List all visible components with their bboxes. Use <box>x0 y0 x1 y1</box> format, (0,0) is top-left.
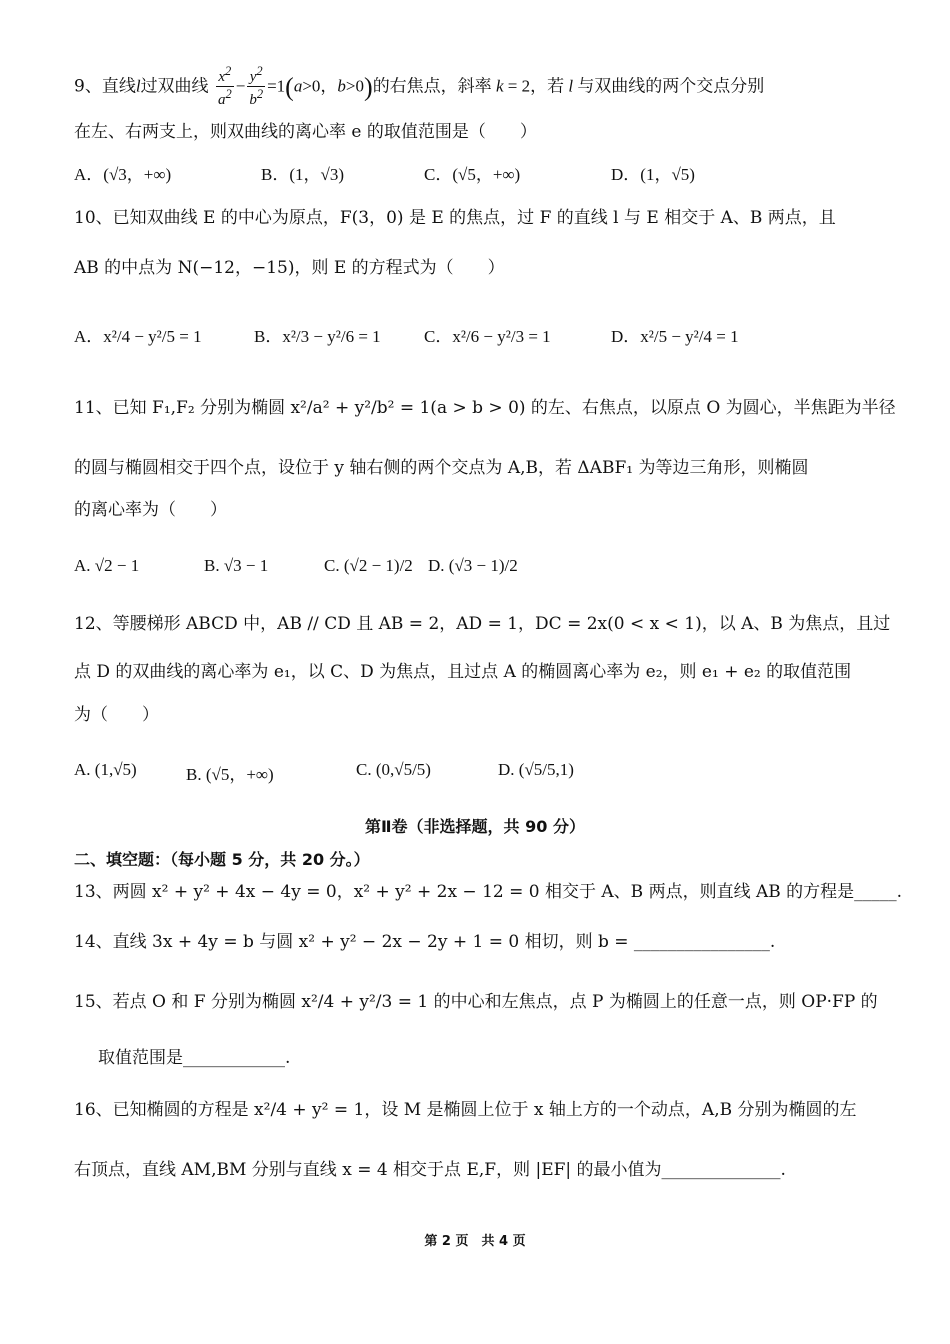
q12-line-3: 为（ ） <box>74 705 159 725</box>
q9-option-c: C．(√5，+∞) <box>424 165 521 184</box>
part-2-title: 第Ⅱ卷（非选择题，共 90 分） <box>365 817 585 836</box>
q11-line-1: 11、已知 F₁,F₂ 分别为椭圆 x²/a² + y²/b² = 1(a > b > 0) 的左、右焦点，以原点 O 为圆心，半焦距为半径 <box>74 398 896 418</box>
q12-option-d: D. (√5/5,1) <box>498 760 574 779</box>
q13: 13、两圆 x² + y² + 4x − 4y = 0，x² + y² + 2x − 12 = 0 相交于 A、B 两点，则直线 AB 的方程是_____. <box>74 882 903 902</box>
q12-line-2: 点 D 的双曲线的离心率为 e₁，以 C、D 为焦点，且过点 A 的椭圆离心率为 e₂，则 e₁ + e₂ 的取值范围 <box>74 662 852 682</box>
q12-option-c: C. (0,√5/5) <box>356 760 431 779</box>
q10-option-a: A．x²/4 − y²/5 = 1 <box>74 327 202 346</box>
q11-option-b: B. √3 − 1 <box>204 556 269 575</box>
fill-in-section-title: 二、填空题：（每小题 5 分，共 20 分。） <box>74 850 370 869</box>
q11-option-a: A. √2 − 1 <box>74 556 140 575</box>
q11-option-d: D. (√3 − 1)/2 <box>428 556 518 575</box>
q15-line-1: 15、若点 O 和 F 分别为椭圆 x²/4 + y²/3 = 1 的中心和左焦点，点 P 为椭圆上的任意一点，则 OP·FP 的 <box>74 992 878 1012</box>
q16-line-1: 16、已知椭圆的方程是 x²/4 + y² = 1，设 M 是椭圆上位于 x 轴上方的一个动点，A,B 分别为椭圆的左 <box>74 1100 857 1120</box>
q16-line-2: 右顶点，直线 AM,BM 分别与直线 x = 4 相交于点 E,F，则 |EF| 的最小值为______________. <box>74 1160 786 1180</box>
q14: 14、直线 3x + 4y = b 与圆 x² + y² − 2x − 2y + 1 = 0 相切，则 b = ________________. <box>74 932 776 952</box>
q9-option-a: A．(√3，+∞) <box>74 165 172 184</box>
q10-option-d: D．x²/5 − y²/4 = 1 <box>611 327 739 346</box>
q11-line-2: 的圆与椭圆相交于四个点，设位于 y 轴右侧的两个交点为 A,B，若 ΔABF₁ 为等边三角形，则椭圆 <box>74 458 809 478</box>
q12-line-1: 12、等腰梯形 ABCD 中，AB // CD 且 AB = 2，AD = 1，DC = 2x(0 < x < 1)，以 A、B 为焦点，且过 <box>74 614 891 634</box>
q9-line-1: 9、直线l过双曲线 $\frac{x^2}{a^2}$ − $\frac{y^2}{b^2}$ =1(a>0，b>0)的右焦点，斜率 k = 2，若 l 与双曲线的两个交点分别 <box>74 64 765 109</box>
q10-line-1: 10、已知双曲线 E 的中心为原点，F(3，0) 是 E 的焦点，过 F 的直线 l 与 E 相交于 A、B 两点，且 <box>74 208 836 228</box>
q9-option-b: B．(1，√3) <box>261 165 344 184</box>
q12-option-b: B. (√5，+∞) <box>186 765 274 784</box>
page-footer: 第 2 页 共 4 页 <box>424 1234 526 1249</box>
q9-option-d: D．(1，√5) <box>611 165 695 184</box>
q10-option-b: B．x²/3 − y²/6 = 1 <box>254 327 381 346</box>
q11-option-c: C. (√2 − 1)/2 <box>324 556 413 575</box>
q10-line-2: AB 的中点为 N(−12，−15)，则 E 的方程式为（ ） <box>74 258 505 278</box>
q11-line-3: 的离心率为（ ） <box>74 500 227 520</box>
q10-option-c: C．x²/6 − y²/3 = 1 <box>424 327 551 346</box>
q9-line-2: 在左、右两支上，则双曲线的离心率 e 的取值范围是（ ） <box>74 122 537 142</box>
q12-option-a: A. (1,√5) <box>74 760 137 779</box>
q15-line-2: 取值范围是____________. <box>98 1048 291 1068</box>
